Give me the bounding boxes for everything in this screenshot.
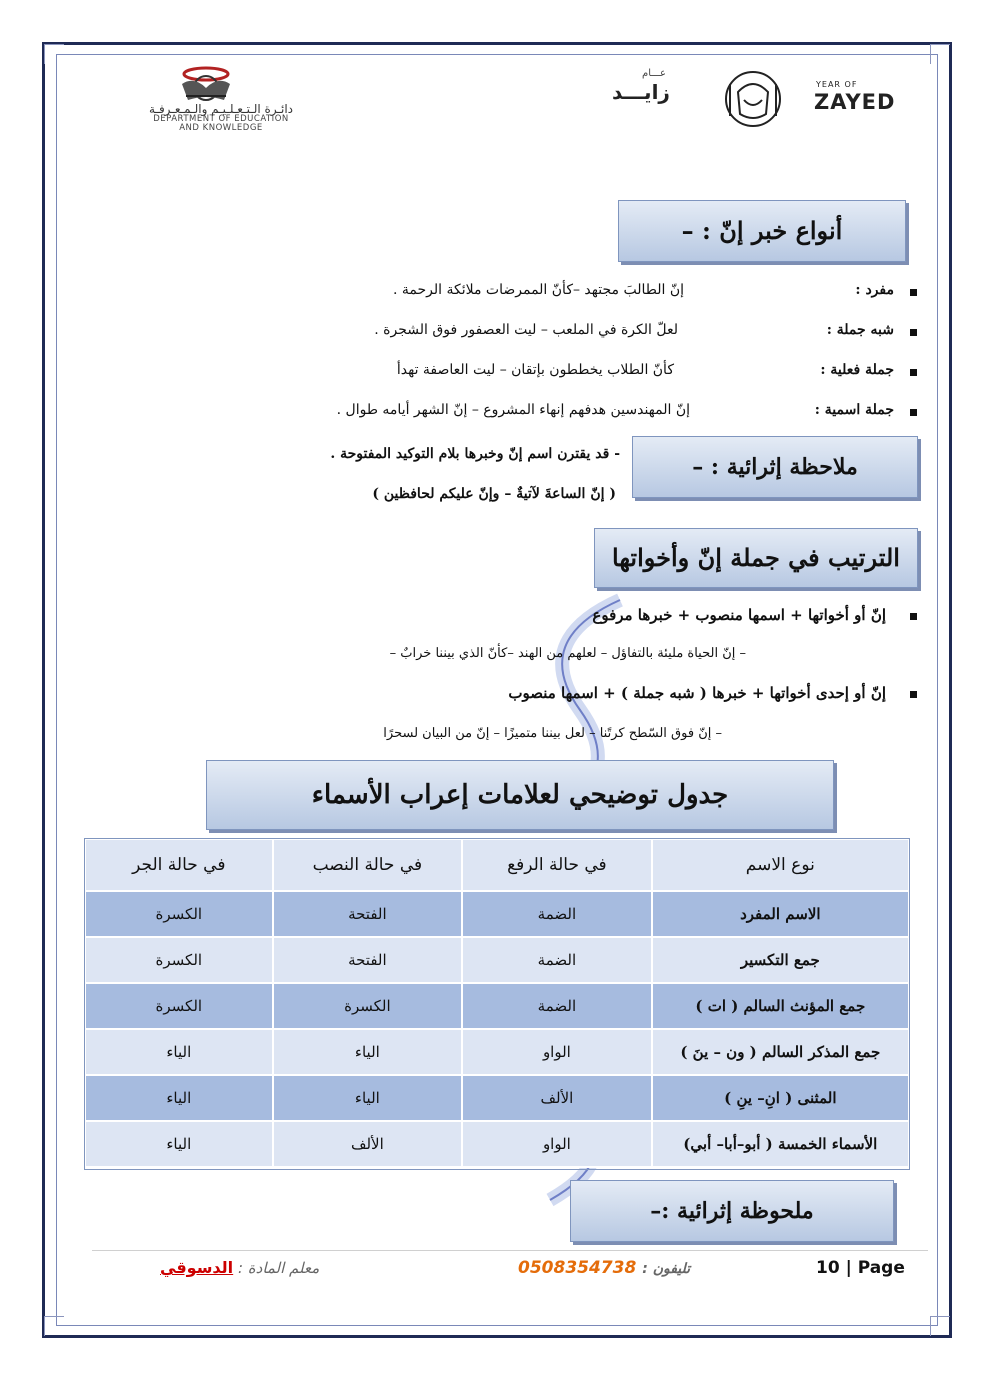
table-title-box [206, 760, 834, 830]
accusative-cell: الياء [273, 1075, 463, 1121]
genitive-cell: الكسرة [85, 891, 273, 937]
teacher-label: معلم المادة : [237, 1259, 320, 1277]
note1-line2: ( إنّ الساعةَ لآتيةٌ – وإنّ عليكم لحافظين ) [372, 486, 616, 502]
page-number [816, 1258, 905, 1278]
note1-line1: - قد يقترن اسم إنّ وخبرها بلام التوكيد المفتوحة . [330, 446, 620, 462]
bullet-icon [910, 329, 917, 336]
phone-number: 0508354738 [518, 1258, 637, 1278]
table-row [85, 937, 909, 983]
falcon-emblem-icon [172, 66, 240, 106]
accusative-cell: الكسرة [273, 983, 463, 1029]
case-endings-table [84, 838, 910, 1168]
genitive-cell: الياء [85, 1029, 273, 1075]
phone-block [518, 1258, 690, 1278]
year-word-ar: عـــام [642, 68, 666, 79]
genitive-cell: الياء [85, 1075, 273, 1121]
genitive-cell: الياء [85, 1121, 273, 1167]
accusative-cell: الألف [273, 1121, 463, 1167]
page-number-text: 10 | Page [816, 1258, 905, 1278]
table-row [85, 1075, 909, 1121]
bullet-icon [910, 289, 917, 296]
order-title-box [594, 528, 918, 588]
type-label: شبه جملة : [826, 322, 894, 338]
type-example: إنّ المهندسين هدفهم إنهاء المشروع – إنّ الشهر أيامه طوال . [336, 402, 690, 418]
note1-title-box [632, 436, 918, 498]
noun-type-cell: الأسماء الخمسة ( أبو–أبا– أبي) [652, 1121, 909, 1167]
table-header-cell: في حالة الرفع [462, 839, 652, 891]
bullet-icon [910, 691, 917, 698]
type-label: جملة فعلية : [820, 362, 894, 378]
footer-divider [92, 1250, 928, 1251]
corner-grid-bottom-left [44, 1316, 64, 1336]
noun-type-cell: جمع المؤنث السالم ( ات ) [652, 983, 909, 1029]
teacher-name: الدسوقي [160, 1258, 234, 1277]
note2-title-box [570, 1180, 894, 1242]
type-example: إنّ الطالبَ مجتهد –كأنّ الممرضات ملائكة الرحمة . [393, 282, 684, 298]
nominative-cell: الضمة [462, 937, 652, 983]
table-title: جدول توضيحي لعلامات إعراب الأسماء [311, 780, 729, 810]
zayed-portrait-icon [720, 70, 786, 128]
accusative-cell: الياء [273, 1029, 463, 1075]
table-row [85, 1121, 909, 1167]
table-row [85, 1029, 909, 1075]
type-example: كأنّ الطلاب يخططون بإتقان – ليت العاصفة تهدأ [396, 362, 674, 378]
zayed-name-en: ZAYED [814, 90, 896, 114]
nominative-cell: الواو [462, 1121, 652, 1167]
accusative-cell: الفتحة [273, 891, 463, 937]
nominative-cell: الواو [462, 1029, 652, 1075]
bullet-icon [910, 409, 917, 416]
nominative-cell: الألف [462, 1075, 652, 1121]
note2-title: ملحوظة إثرائية :– [650, 1198, 814, 1224]
type-label: مفرد : [855, 282, 894, 298]
order-example1: – إنّ الحياة مليئة بالتفاؤل – لعلهم من الهند –كأنّ الذي بيننا خرابٌ – [389, 646, 746, 661]
department-name-en-1: DEPARTMENT OF EDUCATION [153, 114, 289, 124]
type-label: جملة اسمية : [814, 402, 894, 418]
table-header-cell: نوع الاسم [652, 839, 909, 891]
note1-title: ملاحظة إثرائية : – [692, 454, 858, 480]
noun-type-cell: المثنى ( انِ– ينِ ) [652, 1075, 909, 1121]
zayed-name-ar: زايـــد [612, 80, 670, 104]
corner-grid-top-right [930, 44, 950, 64]
phone-label: تليفون : [642, 1261, 691, 1277]
year-of-zayed-logo [608, 66, 898, 132]
table-row [85, 983, 909, 1029]
teacher-block [160, 1258, 319, 1277]
noun-type-cell: جمع المذكر السالم ( ون – ينَ ) [652, 1029, 909, 1075]
department-name-ar: دائـرة الـتـعـلـيـم والـمـعـرفـة [149, 102, 293, 116]
department-name-en-2: AND KNOWLEDGE [179, 123, 263, 133]
types-title-box [618, 200, 906, 262]
genitive-cell: الكسرة [85, 983, 273, 1029]
table-header-cell: في حالة الجر [85, 839, 273, 891]
corner-grid-bottom-right [930, 1316, 950, 1336]
order-rule1: إنّ أو أخواتها + اسمها منصوب + خبرها مرفوع [592, 606, 886, 624]
nominative-cell: الضمة [462, 891, 652, 937]
table-header-cell: في حالة النصب [273, 839, 463, 891]
order-title: الترتيب في جملة إنّ وأخواتها [612, 543, 900, 572]
order-example2: – إنّ فوق السّطح كرتًنا – لعل بيننا متميزًا – إنّ من البيان لسحرًا [383, 726, 722, 741]
accusative-cell: الفتحة [273, 937, 463, 983]
department-logo [86, 66, 356, 132]
corner-grid-top-left [44, 44, 64, 64]
table-row [85, 891, 909, 937]
table-header-row [85, 839, 909, 891]
noun-type-cell: جمع التكسير [652, 937, 909, 983]
year-of-label: YEAR OF [816, 80, 858, 89]
genitive-cell: الكسرة [85, 937, 273, 983]
bullet-icon [910, 613, 917, 620]
bullet-icon [910, 369, 917, 376]
nominative-cell: الضمة [462, 983, 652, 1029]
order-rule2: إنّ أو إحدى أخواتها + خبرها ( شبه جملة ) + اسمها منصوب [508, 684, 886, 702]
type-example: لعلّ الكرة في الملعب – ليت العصفور فوق الشجرة . [374, 322, 678, 338]
types-title: أنواع خبر إنّ : – [681, 216, 843, 245]
noun-type-cell: الاسم المفرد [652, 891, 909, 937]
